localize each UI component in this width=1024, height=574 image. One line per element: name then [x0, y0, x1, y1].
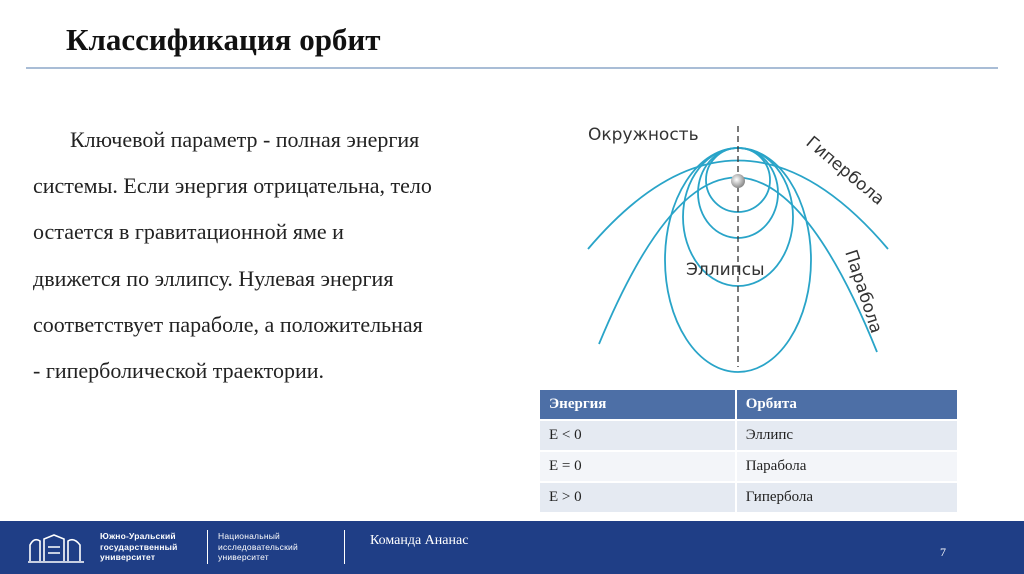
energy-cell: E = 0	[540, 451, 736, 482]
header-energy: Энергия	[540, 390, 736, 420]
hyperbola-label: Гипербола	[801, 132, 889, 210]
orbit-cell: Парабола	[736, 451, 957, 482]
table-header-row	[540, 390, 957, 420]
title-divider	[26, 67, 998, 69]
ellipses-label: Эллипсы	[686, 260, 765, 280]
circle-label: Окружность	[588, 125, 699, 145]
orbit-diagram	[583, 112, 903, 374]
energy-orbit-table	[540, 390, 957, 512]
team-name: Команда Ананас	[370, 533, 469, 548]
slide-title: Классификация орбит	[66, 22, 381, 57]
orbit-cell: Эллипс	[736, 420, 957, 451]
footer-divider	[344, 530, 345, 564]
orbit-diagram-svg	[583, 112, 903, 374]
university-name: Южно-Уральский государственный университет	[100, 531, 178, 562]
table-row	[540, 420, 957, 451]
footer-bar	[0, 521, 1024, 574]
header-orbit: Орбита	[736, 390, 957, 420]
parabola-label: Парабола	[840, 247, 887, 336]
orbit-cell: Гипербола	[736, 482, 957, 512]
university-logo-icon	[26, 531, 88, 572]
footer-divider	[207, 530, 208, 564]
energy-cell: E > 0	[540, 482, 736, 512]
page-number: 7	[940, 545, 946, 559]
body-paragraph: Ключевой параметр - полная энергия системы. Если энергия отрицательна, тело остается в гравитационной яме и движется по эллипсу. Нулевая энергия соответствует параболе, а положительная - гиперболической траектории.	[33, 127, 432, 384]
table-row	[540, 451, 957, 482]
central-body	[731, 174, 745, 188]
university-type: Национальный исследовательский университет	[218, 531, 298, 562]
table-row	[540, 482, 957, 512]
energy-cell: E < 0	[540, 420, 736, 451]
